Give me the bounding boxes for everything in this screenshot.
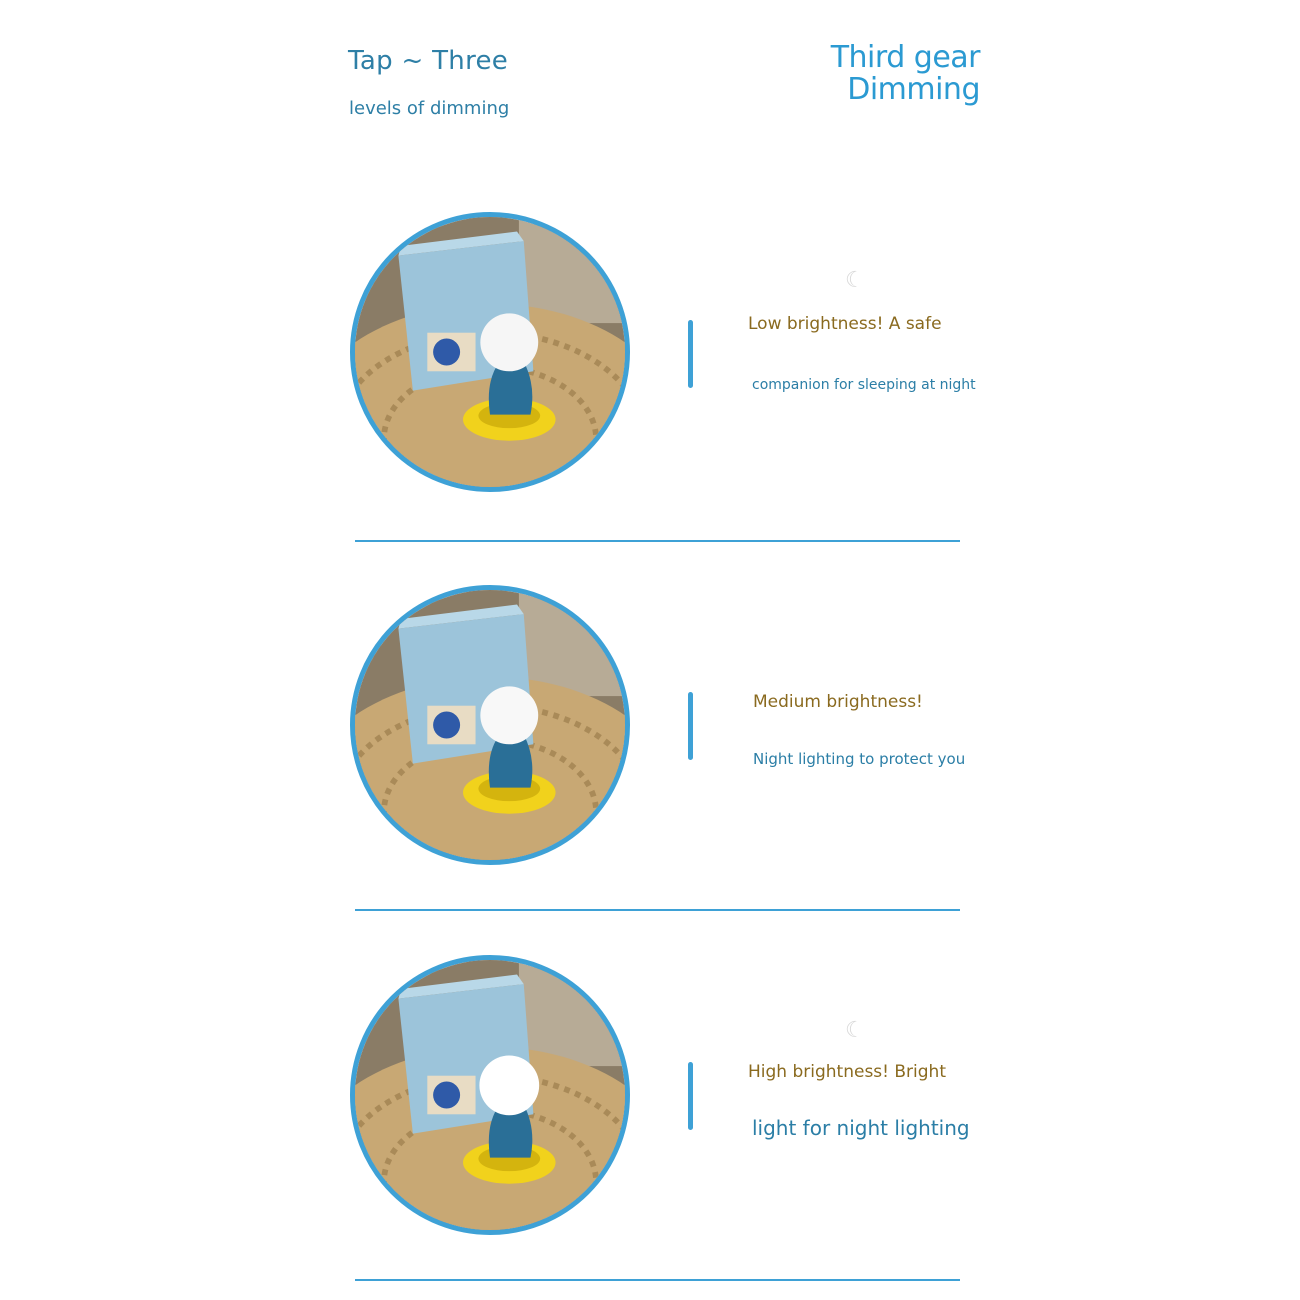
sparkle-icon: ☾ [845,1018,865,1043]
section-divider-bar [688,320,693,388]
section-title-medium: Medium brightness! [753,692,923,712]
horizontal-divider [355,540,960,542]
product-photo-low [350,212,630,492]
section-desc-low: companion for sleeping at night [752,377,976,393]
lamp-illustration [355,960,625,1230]
header-badge [831,42,980,106]
section-title-low: Low brightness! A safe [748,314,942,334]
section-desc-medium: Night lighting to protect you [753,750,966,768]
header-title: Tap ~ Three [348,46,509,76]
horizontal-divider [355,909,960,911]
lamp-illustration [355,590,625,860]
horizontal-divider [355,1279,960,1281]
section-divider-bar [688,692,693,760]
product-photo-medium [350,585,630,865]
product-photo-high [350,955,630,1235]
lamp-illustration [355,217,625,487]
section-title-high: High brightness! Bright [748,1062,946,1082]
sparkle-icon: ☾ [845,268,865,293]
header-badge-line2: Dimming [847,72,980,107]
header-subtitle: levels of dimming [349,98,510,119]
section-divider-bar [688,1062,693,1130]
header-badge-line1: Third gear [830,40,980,75]
section-desc-high: light for night lighting [752,1116,970,1140]
